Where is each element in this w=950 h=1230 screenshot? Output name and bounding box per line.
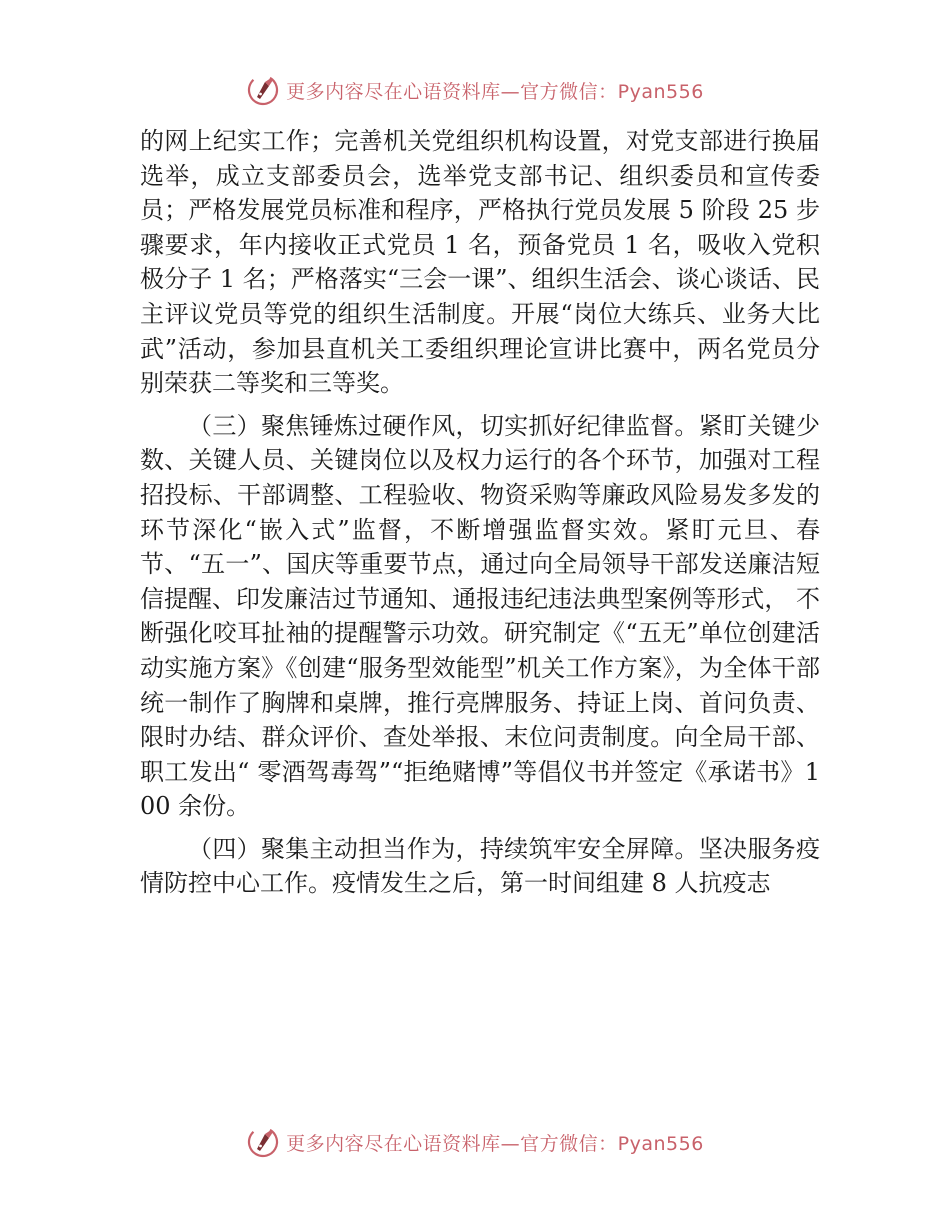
watermark-text: 更多内容尽在心语资料库—官方微信：Pyan556	[286, 80, 704, 103]
paragraph-continued: 的网上纪实工作；完善机关党组织机构设置，对党支部进行换届选举，成立支部委员会，选举党支部书记、组织委员和宣传委员；严格发展党员标准和程序，严格执行党员发展 5 阶段 25 步骤要求，年内接收正式党员 1 名，预备党员 1 名，吸收入党积极分子 1 名；严格落实“三会一课”、组织生活会、谈心谈话、民主评议党员等党的组织生活制度。开展“岗位大练兵、业务大比武”活动，参加县直机关工委组织理论宣讲比赛中，两名党员分别荣获二等奖和三等奖。	[140, 127, 820, 398]
footer-watermark	[0, 1122, 950, 1162]
pen-nib-logo-icon	[246, 1125, 280, 1159]
watermark-text: 更多内容尽在心语资料库—官方微信：Pyan556	[286, 1132, 704, 1155]
header-watermark	[0, 70, 950, 110]
paragraph-section-four: （四）聚集主动担当作为，持续筑牢安全屏障。坚决服务疫情防控中心工作。疫情发生之后，第一时间组建 8 人抗疫志	[140, 834, 820, 898]
paragraph-section-three: （三）聚焦锤炼过硬作风，切实抓好纪律监督。紧盯关键少数、关键人员、关键岗位以及权力运行的各个环节，加强对工程招投标、干部调整、工程验收、物资采购等廉政风险易发多发的环节深化“嵌入式”监督，不断增强监督实效。紧盯元旦、春节、“五一”、国庆等重要节点，通过向全局领导干部发送廉洁短信提醒、印发廉洁过节通知、通报违纪违法典型案例等形式， 不断强化咬耳扯袖的提醒警示功效。研究制定《“五无”单位创建活动实施方案》《创建“服务型效能型”机关工作方案》，为全体干部统一制作了胸牌和桌牌，推行亮牌服务、持证上岗、首问负责、限时办结、群众评价、查处举报、末位问责制度。向全局干部、职工发出“ 零酒驾毒驾”“拒绝赌博”等倡仪书并签定《承诺书》100 余份。	[140, 411, 820, 821]
pen-nib-logo-icon	[246, 73, 280, 107]
document-body	[140, 124, 820, 909]
